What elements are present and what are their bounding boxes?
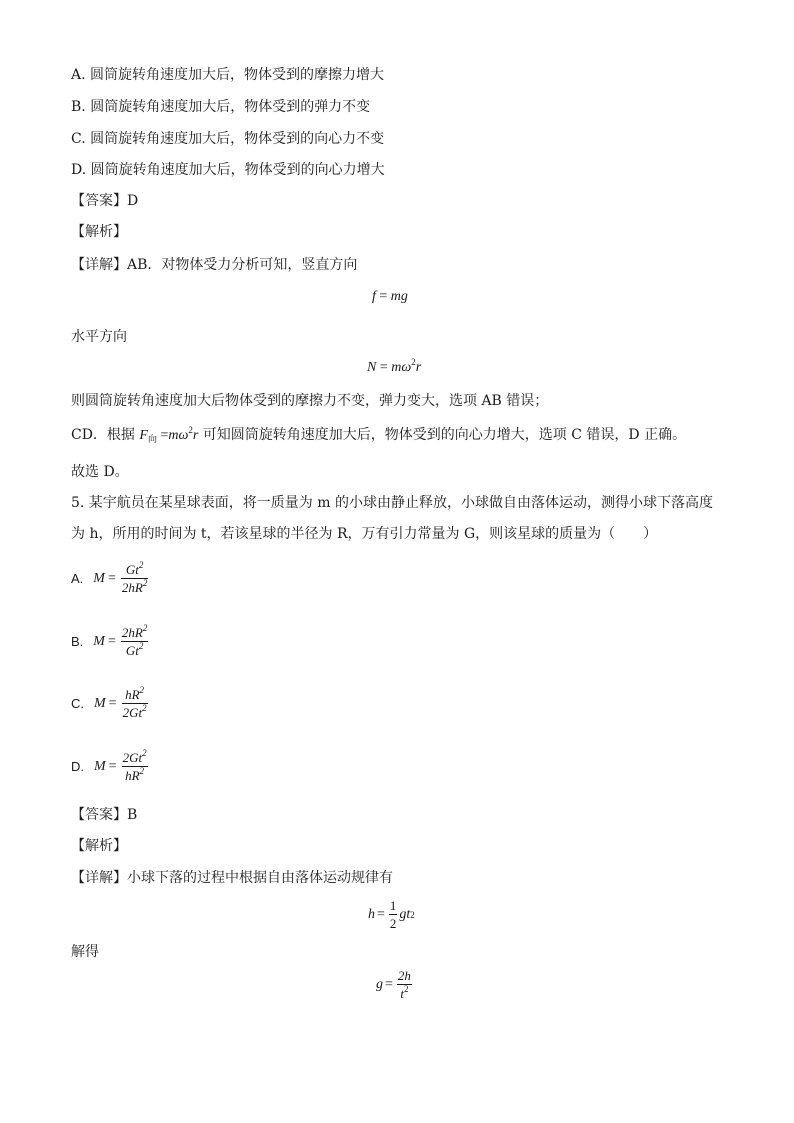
- detail-label: 【详解】: [71, 870, 127, 886]
- answer-value: B: [127, 807, 138, 823]
- q5-option-a: A. M = $\frac{Gt^2}{2hR^2}$: [71, 560, 148, 595]
- q5-option-b: B. M = $\frac{2hR^2}{Gt^2}$: [71, 623, 148, 658]
- equation-g-2h-t2: g = $\frac{2h}{t^2}$: [376, 968, 411, 1001]
- detail-label: 【详解】: [71, 257, 127, 273]
- q5-stem-line2: 为 h，所用的时间为 t，若该星球的半径为 R，万有引力常量为 G，则该星球的质量为（ ）: [71, 526, 658, 542]
- q4-detail: [71, 256, 357, 274]
- q5-answer: [71, 806, 137, 824]
- q4-conclusion-ab: 则圆筒旋转角速度加大后物体受到的摩擦力不变，弹力变大，选项 AB 错误；: [71, 393, 549, 409]
- q4-option-d: D. 圆筒旋转角速度加大后，物体受到的向心力增大: [71, 162, 385, 178]
- solve-label: 解得: [71, 944, 99, 960]
- equation-h-half-gt2: h = $\frac{1}{2}$ gt 2: [368, 898, 415, 931]
- q5-option-c: C. M = $\frac{hR^2}{2Gt^2}$: [71, 685, 147, 720]
- detail-text: AB．对物体受力分析可知，竖直方向: [127, 257, 358, 273]
- q4-option-c: C. 圆筒旋转角速度加大后，物体受到的向心力不变: [71, 131, 385, 147]
- centripetal-formula: $F_向 =m\omega^2r$: [139, 425, 199, 444]
- q4-analysis-label: 【解析】: [71, 224, 127, 240]
- horizontal-direction-label: 水平方向: [71, 329, 127, 345]
- q4-answer: [71, 192, 138, 210]
- q4-option-b: B. 圆筒旋转角速度加大后，物体受到的弹力不变: [71, 99, 371, 115]
- q5-analysis-label: 【解析】: [71, 838, 127, 854]
- q5-detail: [71, 869, 393, 887]
- equation-f-mg: f = mg: [372, 289, 408, 304]
- answer-label: 【答案】: [71, 807, 127, 823]
- q5-stem-line1: 5. 某宇航员在某星球表面，将一质量为 m 的小球由静止释放，小球做自由落体运动，测得小球下落高度: [71, 495, 713, 511]
- q4-option-a: A. 圆筒旋转角速度加大后，物体受到的摩擦力增大: [71, 67, 385, 83]
- equation-n-mw2r: $N = m\omega^2r$: [367, 357, 422, 375]
- detail-text: 小球下落的过程中根据自由落体运动规律有: [127, 870, 393, 886]
- answer-label: 【答案】: [71, 193, 127, 209]
- q5-option-d: D. M = $\frac{2Gt^2}{hR^2}$: [71, 748, 147, 783]
- q4-final-choice: 故选 D。: [71, 464, 129, 480]
- answer-value: D: [127, 193, 139, 209]
- q4-conclusion-cd: CD．根据 $F_向 =m\omega^2r$ 可知圆筒旋转角速度加大后，物体受到的向心力增大，选项 C 错误，D 正确。: [71, 425, 687, 444]
